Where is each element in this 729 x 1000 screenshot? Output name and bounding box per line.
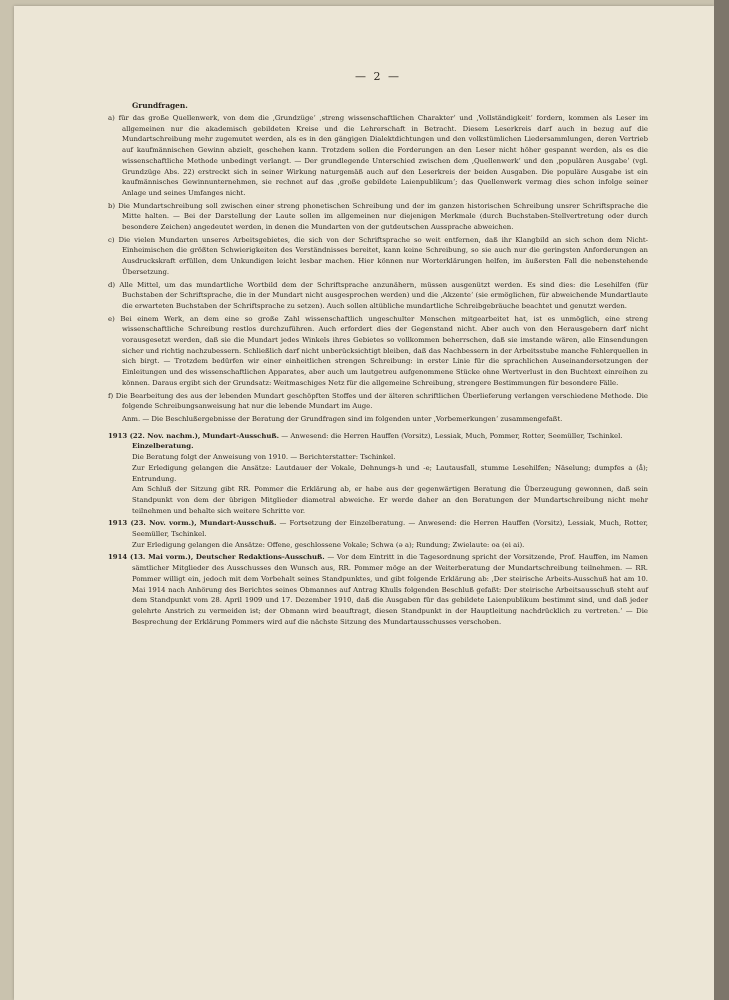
entry-date: 1913 (22. Nov. nachm.), xyxy=(108,431,201,440)
entry-text: — Anwesend: die Herren Hauffen (Vorsitz), Lessiak, Much, Pommer, Rotter, Seemüller, Tschinkel. xyxy=(281,431,623,440)
protocol-entry xyxy=(108,431,648,442)
list-item: c) Die vielen Mundarten unseres Arbeitsgebietes, die sich von der Schriftsprache so weit entfernen, daß ihr Klangbild an sich schon dem Nicht-Einheimischen die größten Schwierigkeiten des Verständnisses bereitet, kann keine Schreibung, so sie auch nur die geringsten Anforderungen an Ausdruckskraft erfüllen, dem Unkundigen leicht lesbar machen. Hier können nur Worterklärungen helfen, im äußersten Fall die nebenstehende Übersetzung. xyxy=(108,235,648,276)
note-paragraph: Anm. — Die Beschlußergebnisse der Beratung der Grundfragen sind im folgenden unter ‚Vorbemerkungen‘ zusammengefaßt. xyxy=(122,414,563,423)
section-heading: Grundfragen. xyxy=(132,101,188,110)
subsection-heading: Einzelberatung. xyxy=(132,442,194,451)
protocol-entry xyxy=(108,518,648,539)
entry-date: 1914 (13. Mai vorm.), xyxy=(108,553,194,562)
entry-committee: Deutscher Redaktions-Ausschuß. xyxy=(195,553,325,562)
entry-committee: Mundart-Ausschuß. xyxy=(199,519,277,528)
einzelberatung-block xyxy=(132,441,648,516)
entry-text: — Fortsetzung der Einzelberatung. — Anwesend: die Herren Hauffen (Vorsitz), Lessiak, Much, Rotter, Seemüller, Tschinkel. xyxy=(132,519,648,539)
list-item: f) Die Bearbeitung des aus der lebenden Mundart geschöpften Stoffes und der älteren schriftlichen Überlieferung verlangen verschiedene Methode. Die folgende Schreibungsanweisung hat nur die lebende Mundart im Auge. xyxy=(108,391,648,411)
entry-text: — Vor dem Eintritt in die Tagesordnung spricht der Vorsitzende, Prof. Hauffen, im Namen sämtlicher Mitglieder des Ausschusses den Wunsch aus, RR. Pommer möge an der Weiterberatung der Mundartschreibung teilnehmen. — RR. Pommer willigt ein, jedoch mit dem Vorbehalt seines Standpunktes, und gibt folgende Erklärung ab: ‚Der steirische Arbeits-Ausschuß hat am 10. Mai 1914 nach Anhörung des Berichtes seines Obmannes auf Antrag Khulls folgenden Beschluß gefaßt: Der steirische Arbeitsausschuß steht auf dem Standpunkt vom 28. April 1909 und 17. Dezember 1910, daß die Ausgaben für das gebildete Laienpublikum bestimmt sind, und daß jeder gelehrte Anstrich zu vermeiden ist; der Obmann wird beauftragt, diesen Standpunkt in der Hauptleitung nachdrücklich zu vertreten.‘ — Die Besprechung der Erklärung Pommers wird auf die nächste Sitzung des Mundartausschusses verschoben. xyxy=(132,553,648,626)
entry-date: 1913 (23. Nov. vorm.), xyxy=(108,519,197,528)
protocol-entry xyxy=(108,552,648,627)
protocol-line: Am Schluß der Sitzung gibt RR. Pommer die Erklärung ab, er habe aus der gegenwärtigen Beratung die Überzeugung gewonnen, daß sein Standpunkt von dem der übrigen Mitglieder diametral abweiche. Er werde daher an den Beratungen der Mundartschreibung nicht mehr teilnehmen und behalte sich weitere Schritte vor. xyxy=(132,485,648,515)
page-number: — 2 — xyxy=(355,70,401,83)
protocol-line: Zur Erledigung gelangen die Ansätze: Offene, geschlossene Vokale; Schwa (ə a); Rundung; Zwielaute: oa (ei ai). xyxy=(132,540,525,549)
document-body xyxy=(108,70,648,627)
protocol-line: Zur Erledigung gelangen die Ansätze: Lautdauer der Vokale, Dehnungs-h und -e; Lautausfall, stumme Lesehilfen; Näselung; dumpfes a (å); Entrundung. xyxy=(132,463,648,483)
entry-committee: Mundart-Ausschuß. xyxy=(202,431,280,440)
page-edge xyxy=(714,0,729,1000)
protocol-line: Die Beratung folgt der Anweisung von 1910. — Berichterstatter: Tschinkel. xyxy=(132,453,396,462)
list-item: d) Alle Mittel, um das mundartliche Wortbild dem der Schriftsprache anzunähern, müssen ausgenützt werden. Es sind dies: die Lesehilfen (für Buchstaben der Schriftsprache, die in der Mundart nicht ausgesprochen werden) und die ‚Akzente‘ (sie ermöglichen, für abweichende Mundartlaute die erwarteten Buchstaben der Schriftsprache zu setzen). Auch sollen altübliche mundartliche Schreibgebräuche beachtet und genutzt werden. xyxy=(108,280,648,310)
list-item: e) Bei einem Werk, an dem eine so große Zahl wissenschaftlich ungeschulter Menschen mitgearbeitet hat, ist es unmöglich, eine streng wissenschaftliche Schreibung restlos durchzuführen. Auch erfordert dies der Gegenstand nicht. Aber auch von den Herausgebern darf nicht vorausgesetzt werden, daß sie die Mundart jedes Winkels ihres Gebietes so vollkommen beherrschen, daß sie imstande wären, alle Einsendungen sicher und richtig nachzubessern. Schließlich darf nicht unberücksichtigt bleiben, daß das Nachbessern in der Arbeitsstube manche Fehlerquellen in sich birgt. — Trotzdem bedürfen wir einer einheitlichen strengen Schreibung: in erster Linie für die sprachlichen Auseinandersetzungen der Einleitungen und des wissenschaftlichen Apparates, aber auch um lautgetreu aufgenommene Stücke ohne Wertverlust in den Buchtext einreihen zu können. Daraus ergibt sich der Grundsatz: Weitmaschiges Netz für die allgemeine Schreibung, strengere Bestimmungen für besondere Fälle. xyxy=(108,314,648,387)
list-item: a) für das große Quellenwerk, von dem die ‚Grundzüge‘ ‚streng wissenschaftlichen Charakter‘ und ‚Vollständigkeit‘ fordern, kommen als Leser im allgemeinen nur die akademisch gebildeten Kreise und die Lehrerschaft in Betracht. Diesem Leserkreis darf auch in bezug auf die Mundartschreibung mehr zugemutet werden, als es in den gängigen Dialektdichtungen und den volkstümlichen Liedersammlungen, deren Vertrieb auf kaufmännischen Gewinn abzielt, geschehen kann. Trotzdem sollen die Forderungen an den Leser nicht höher gespannt werden, als es die wissenschaftliche Methode unbedingt verlangt. — Der grundlegende Unterschied zwischen dem ‚Quellenwerk‘ und den ‚populären Ausgabe‘ (vgl. Grundzüge Abs. 22) erstreckt sich in seiner Wirkung naturgemäß auch auf den Leserkreis der beiden Ausgaben. Die populäre Ausgabe ist ein kaufmännisches Gewinnunternehmen, sie rechnet auf das ‚große gebildete Laienpublikum‘; das Quellenwerk vermag dies schon infolge seiner Anlage und seines Umfanges nicht. xyxy=(108,114,648,197)
list-item: b) Die Mundartschreibung soll zwischen einer streng phonetischen Schreibung und der im ganzen historischen Schreibung unsrer Schriftsprache die Mitte halten. — Bei der Darstellung der Laute sollen im allgemeinen nur diejenigen Merkmale (durch Buchstaben-Stellvertretung oder durch besondere Zeichen) angedeutet werden, in denen die Mundarten von der gutdeutschen Aussprache abweichen. xyxy=(108,201,649,232)
